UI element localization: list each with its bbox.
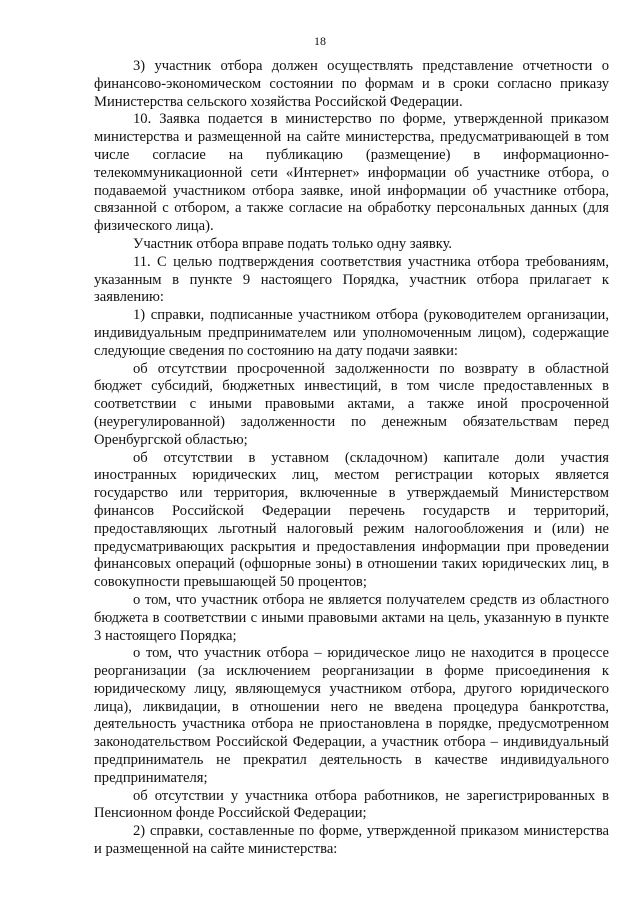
paragraph-item-10-application: 10. Заявка подается в министерство по форме, утвержденной приказом министерства и размещенной на сайте министерства, предусматривающей в том числе согласие на публикацию (размещение) в информационно-телекоммуникационной сети «Интернет» информации об участнике отбора, о подаваемой участником отбора заявке, иной информации об участнике отбора, связанной с отбором, а также согласие на обработку персональных данных (для физического лица). [94,111,609,235]
paragraph-no-unregistered-workers: об отсутствии у участника отбора работников, не зарегистрированных в Пенсионном фонде Российской Федерации; [94,787,609,822]
paragraph-not-recipient: о том, что участник отбора не является получателем средств из областного бюджета в соответствии с иными правовыми актами на цель, указанную в пункте 3 настоящего Порядка; [94,591,609,644]
paragraph-signed-certificates: 1) справки, подписанные участником отбора (руководителем организации, индивидуальным предпринимателем или уполномоченным лицом), содержащие следующие сведения по состоянию на дату подачи заявки: [94,307,609,359]
document-body [94,58,609,859]
paragraph-no-offshore-share: об отсутствии в уставном (складочном) капитале доли участия иностранных юридических лиц, местом регистрации которых является государство или территория, включенные в утверждаемый Министерством финансов Российской Федерации перечень государств и территорий, предоставляющих льготный налоговый режим налогообложения и (или) не предусматривающих раскрытия и предоставления информации при проведении финансовых операций (офшорные зоны) в отношении таких юридических лиц, в совокупности превышающей 50 процентов; [94,449,609,591]
paragraph-item-11-documents: 11. С целью подтверждения соответствия участника отбора требованиям, указанным в пункте 9 настоящего Порядка, участник отбора прилагает к заявлению: [94,253,609,306]
paragraph-form-certificates: 2) справки, составленные по форме, утвержденной приказом министерства и размещенной на сайте министерства: [94,823,609,858]
paragraph-no-overdue-debt: об отсутствии просроченной задолженности по возврату в областной бюджет субсидий, бюджетных инвестиций, в том числе предоставленных в соответствии с иными правовыми актами, а также иной просроченной (неурегулированной) задолженности по денежным обязательствам перед Оренбургской областью; [94,360,609,448]
paragraph-no-reorganization: о том, что участник отбора – юридическое лицо не находится в процессе реорганизации (за исключением реорганизации в форме присоединения к юридическому лицу, являющемуся участником отбора, другого юридического лица), ликвидации, в отношении него не введена процедура банкротства, деятельность участника отбора не приостановлена в порядке, предусмотренном законодательством Российской Федерации, а участник отбора – индивидуальный предприниматель не прекратил деятельность в качестве индивидуального предпринимателя; [94,645,609,786]
page-number: 18 [314,34,326,48]
paragraph-reporting-obligation: 3) участник отбора должен осуществлять представление отчетности о финансово-экономическом состоянии по формам и в сроки согласно приказу Министерства сельского хозяйства Российской Федерации. [94,58,609,110]
paragraph-single-application: Участник отбора вправе подать только одну заявку. [133,235,453,252]
